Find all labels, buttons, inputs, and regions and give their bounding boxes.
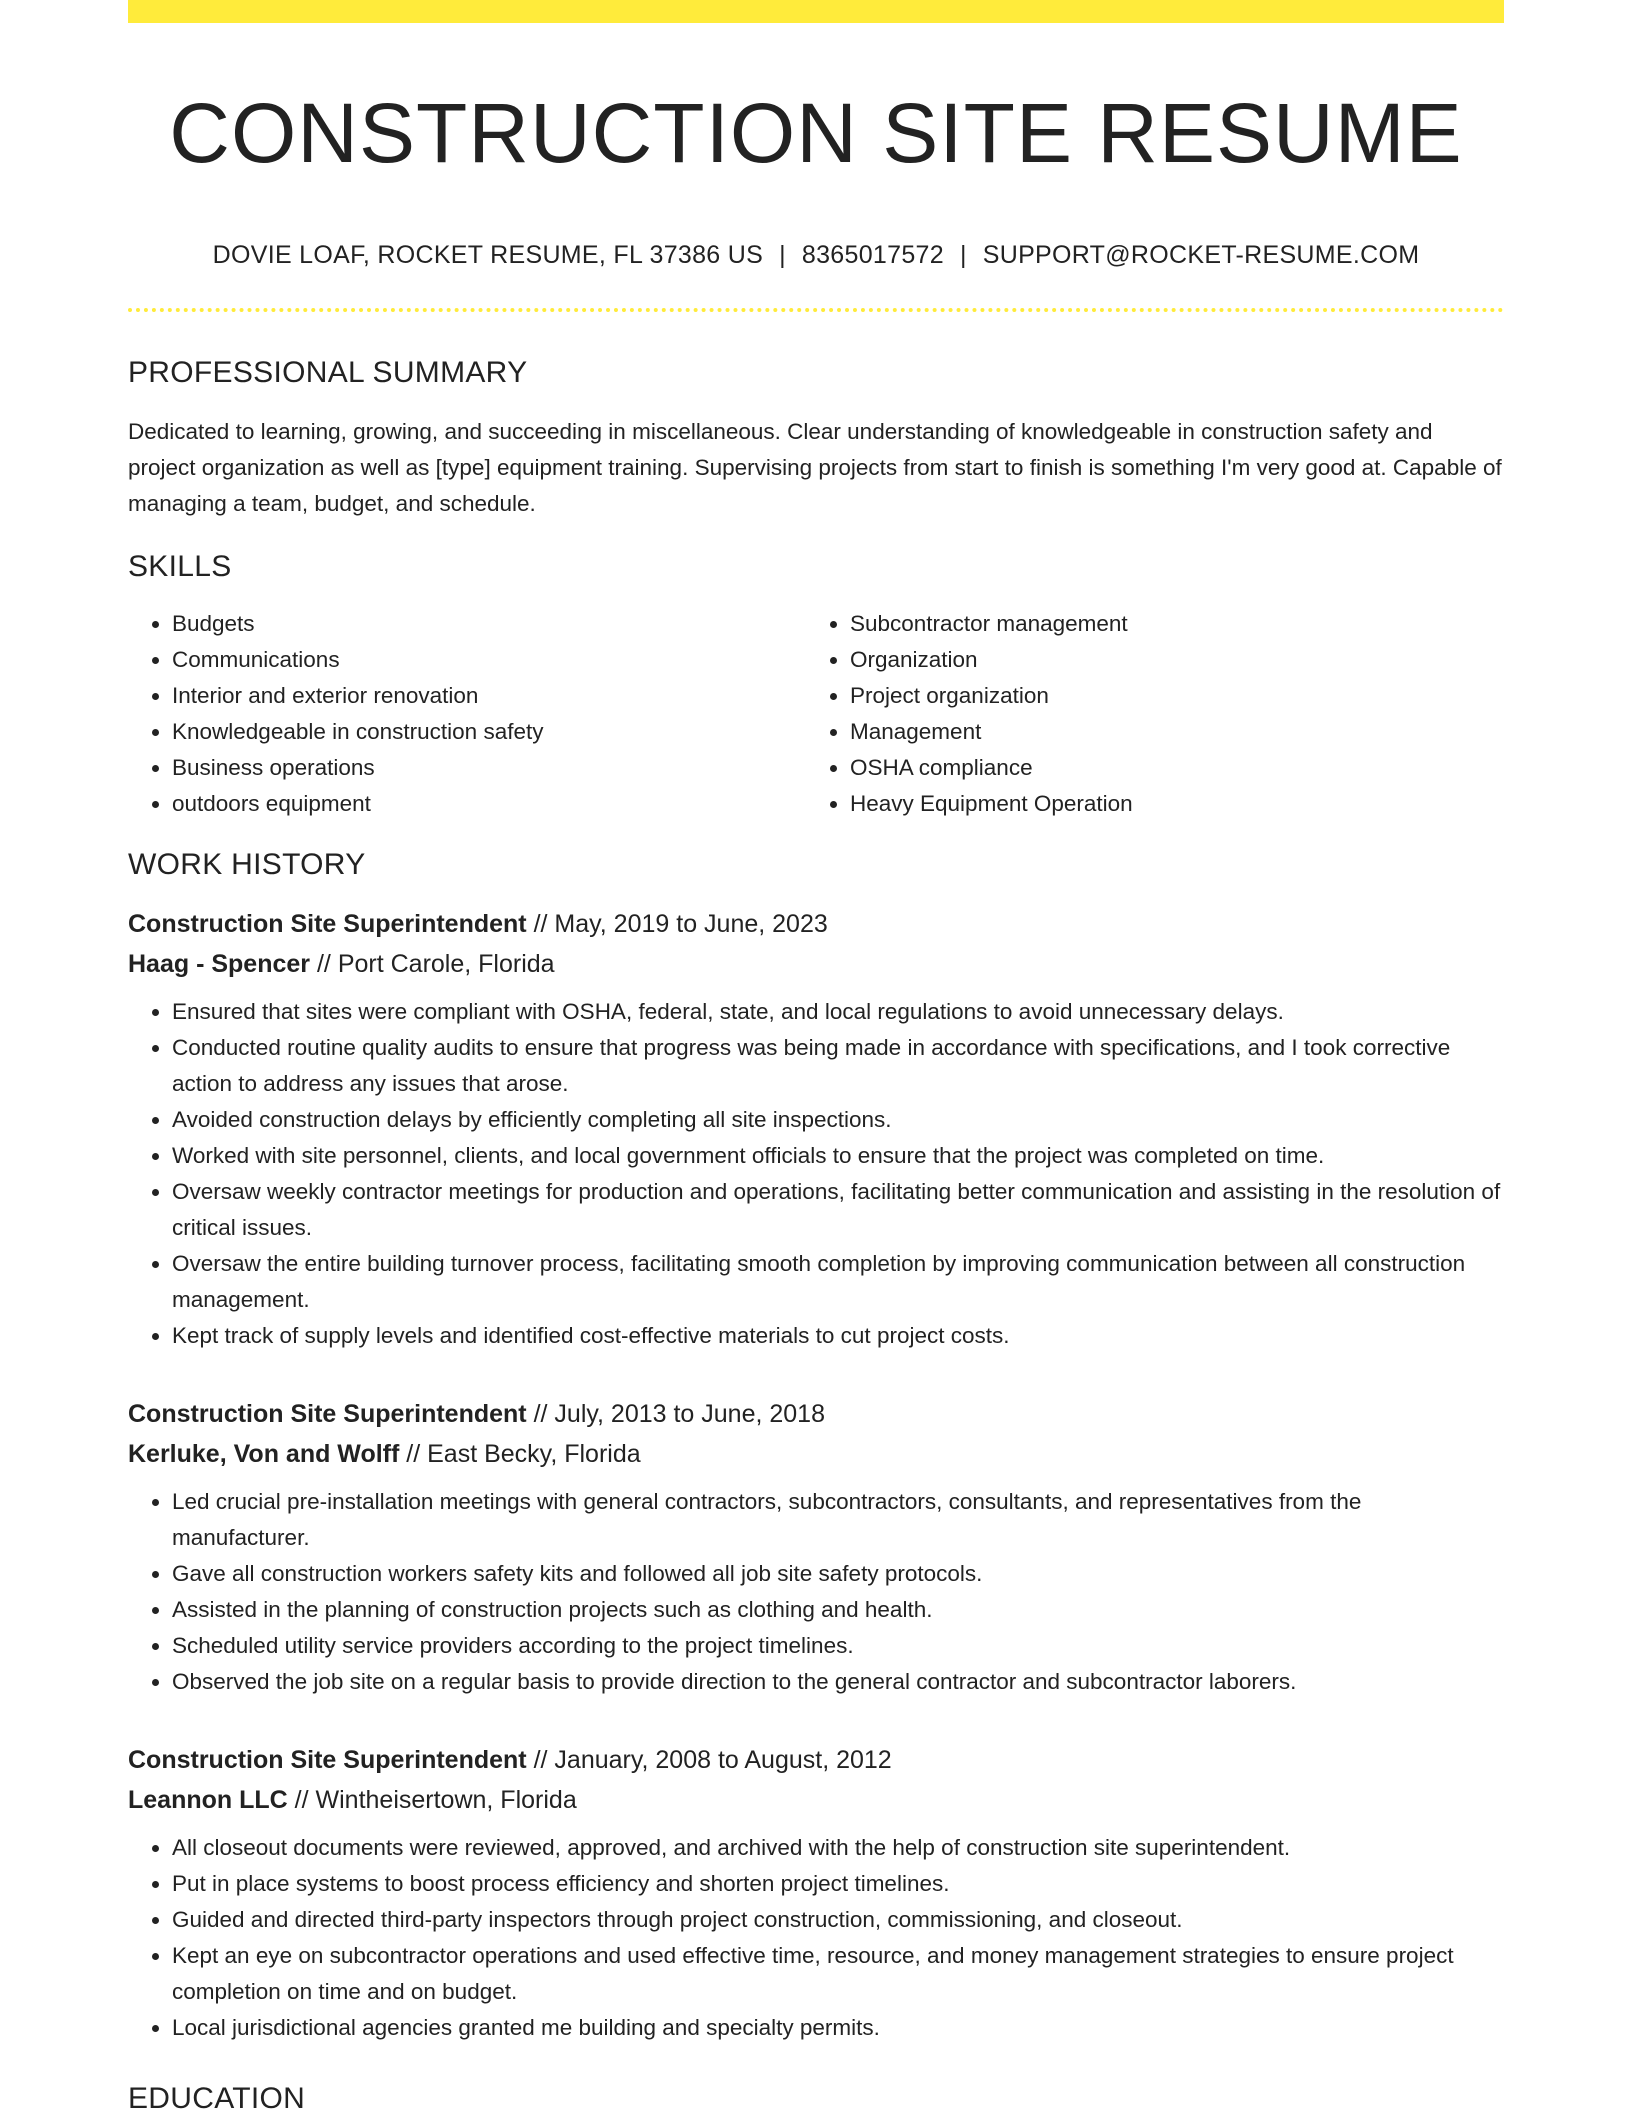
skills-grid <box>128 606 1504 822</box>
job-entry <box>128 1394 1504 1700</box>
job-bullet-list <box>128 1830 1504 2046</box>
job-bullet: • Scheduled utility service providers according to the project timelines. <box>172 1628 1504 1664</box>
job-location: Wintheisertown, Florida <box>315 1786 577 1815</box>
skill-item: • Interior and exterior renovation <box>172 678 806 714</box>
skill-item: • Project organization <box>850 678 1484 714</box>
job-bullet: • Oversaw the entire building turnover process, facilitating smooth completion by improving communication between all construction management. <box>172 1246 1504 1318</box>
contact-line <box>128 241 1504 270</box>
skills-list-right <box>806 606 1484 822</box>
job-bullet: • Worked with site personnel, clients, and local government officials to ensure that the project was completed on time. <box>172 1138 1504 1174</box>
contact-separator: | <box>959 241 967 270</box>
job-title-line <box>128 904 1504 944</box>
job-title-line <box>128 1740 1504 1780</box>
job-bullet-list <box>128 994 1504 1354</box>
skill-item: • Knowledgeable in construction safety <box>172 714 806 750</box>
skill-item: • Organization <box>850 642 1484 678</box>
accent-top-bar <box>128 0 1504 23</box>
job-bullet-list <box>128 1484 1504 1700</box>
skills-list-left <box>128 606 806 822</box>
contact-phone: 8365017572 <box>801 241 944 270</box>
summary-text: Dedicated to learning, growing, and succeeding in miscellaneous. Clear understanding of knowledgeable in construction safety and project organization as well as [type] equipment training. Supervising projects from start to finish is something I'm very good at. Capable of managing a team, budget, and schedule. <box>128 419 1502 517</box>
job-dates: January, 2008 to August, 2012 <box>554 1746 892 1775</box>
resume-title: CONSTRUCTION SITE RESUME <box>169 86 1463 180</box>
resume-page <box>128 0 1504 2116</box>
job-separator: // <box>287 1786 316 1815</box>
job-bullet: • Conducted routine quality audits to ensure that progress was being made in accordance with specifications, and I took corrective action to address any issues that arose. <box>172 1030 1504 1102</box>
skills-heading: SKILLS <box>128 550 232 584</box>
job-separator: // <box>526 910 555 939</box>
job-entry <box>128 1740 1504 2046</box>
job-separator: // <box>310 950 338 979</box>
job-entry <box>128 904 1504 1354</box>
education-heading: EDUCATION <box>128 2082 306 2116</box>
contact-address: DOVIE LOAF, ROCKET RESUME, FL 37386 US <box>212 241 764 270</box>
skill-item: • Subcontractor management <box>850 606 1484 642</box>
job-separator: // <box>399 1440 428 1469</box>
skill-item: • Communications <box>172 642 806 678</box>
job-company-line <box>128 944 1504 984</box>
job-bullet: • Led crucial pre-installation meetings with general contractors, subcontractors, consultants, and representatives from the manufacturer. <box>172 1484 1504 1556</box>
summary-heading: PROFESSIONAL SUMMARY <box>128 356 528 390</box>
job-location: East Becky, Florida <box>427 1440 641 1469</box>
job-dates: May, 2019 to June, 2023 <box>554 910 828 939</box>
job-position: Construction Site Superintendent <box>128 910 527 939</box>
job-company: Haag - Spencer <box>128 950 311 979</box>
job-bullet: • Assisted in the planning of construction projects such as clothing and health. <box>172 1592 1504 1628</box>
job-bullet: • Local jurisdictional agencies granted me building and specialty permits. <box>172 2010 1504 2046</box>
job-bullet: • Oversaw weekly contractor meetings for production and operations, facilitating better communication and assisting in the resolution of critical issues. <box>172 1174 1504 1246</box>
job-separator: // <box>526 1400 555 1429</box>
job-bullet: • Guided and directed third-party inspectors through project construction, commissioning, and closeout. <box>172 1902 1504 1938</box>
job-location: Port Carole, Florida <box>337 950 555 979</box>
job-company-line <box>128 1780 1504 1820</box>
job-bullet: • All closeout documents were reviewed, approved, and archived with the help of construction site superintendent. <box>172 1830 1504 1866</box>
job-separator: // <box>526 1746 555 1775</box>
job-position: Construction Site Superintendent <box>128 1746 527 1775</box>
job-bullet: • Kept track of supply levels and identified cost-effective materials to cut project costs. <box>172 1318 1504 1354</box>
work-history-heading: WORK HISTORY <box>128 848 366 882</box>
skill-item: • Management <box>850 714 1484 750</box>
skill-item: • OSHA compliance <box>850 750 1484 786</box>
job-bullet: • Gave all construction workers safety kits and followed all job site safety protocols. <box>172 1556 1504 1592</box>
job-bullet: • Avoided construction delays by efficiently completing all site inspections. <box>172 1102 1504 1138</box>
job-title-line <box>128 1394 1504 1434</box>
job-bullet: • Observed the job site on a regular basis to provide direction to the general contractor and subcontractor laborers. <box>172 1664 1504 1700</box>
job-bullet: • Ensured that sites were compliant with OSHA, federal, state, and local regulations to avoid unnecessary delays. <box>172 994 1504 1030</box>
job-bullet: • Put in place systems to boost process efficiency and shorten project timelines. <box>172 1866 1504 1902</box>
skill-item: • Budgets <box>172 606 806 642</box>
skill-item: • Heavy Equipment Operation <box>850 786 1484 822</box>
job-position: Construction Site Superintendent <box>128 1400 527 1429</box>
skill-item: • Business operations <box>172 750 806 786</box>
job-company: Kerluke, Von and Wolff <box>128 1440 400 1469</box>
dotted-divider <box>128 308 1504 312</box>
contact-separator: | <box>779 241 786 270</box>
job-bullet: • Kept an eye on subcontractor operations and used effective time, resource, and money management strategies to ensure project completion on time and on budget. <box>172 1938 1504 2010</box>
job-company: Leannon LLC <box>128 1786 288 1815</box>
job-dates: July, 2013 to June, 2018 <box>554 1400 825 1429</box>
skill-item: • outdoors equipment <box>172 786 806 822</box>
contact-email: SUPPORT@ROCKET-RESUME.COM <box>982 241 1420 270</box>
job-company-line <box>128 1434 1504 1474</box>
